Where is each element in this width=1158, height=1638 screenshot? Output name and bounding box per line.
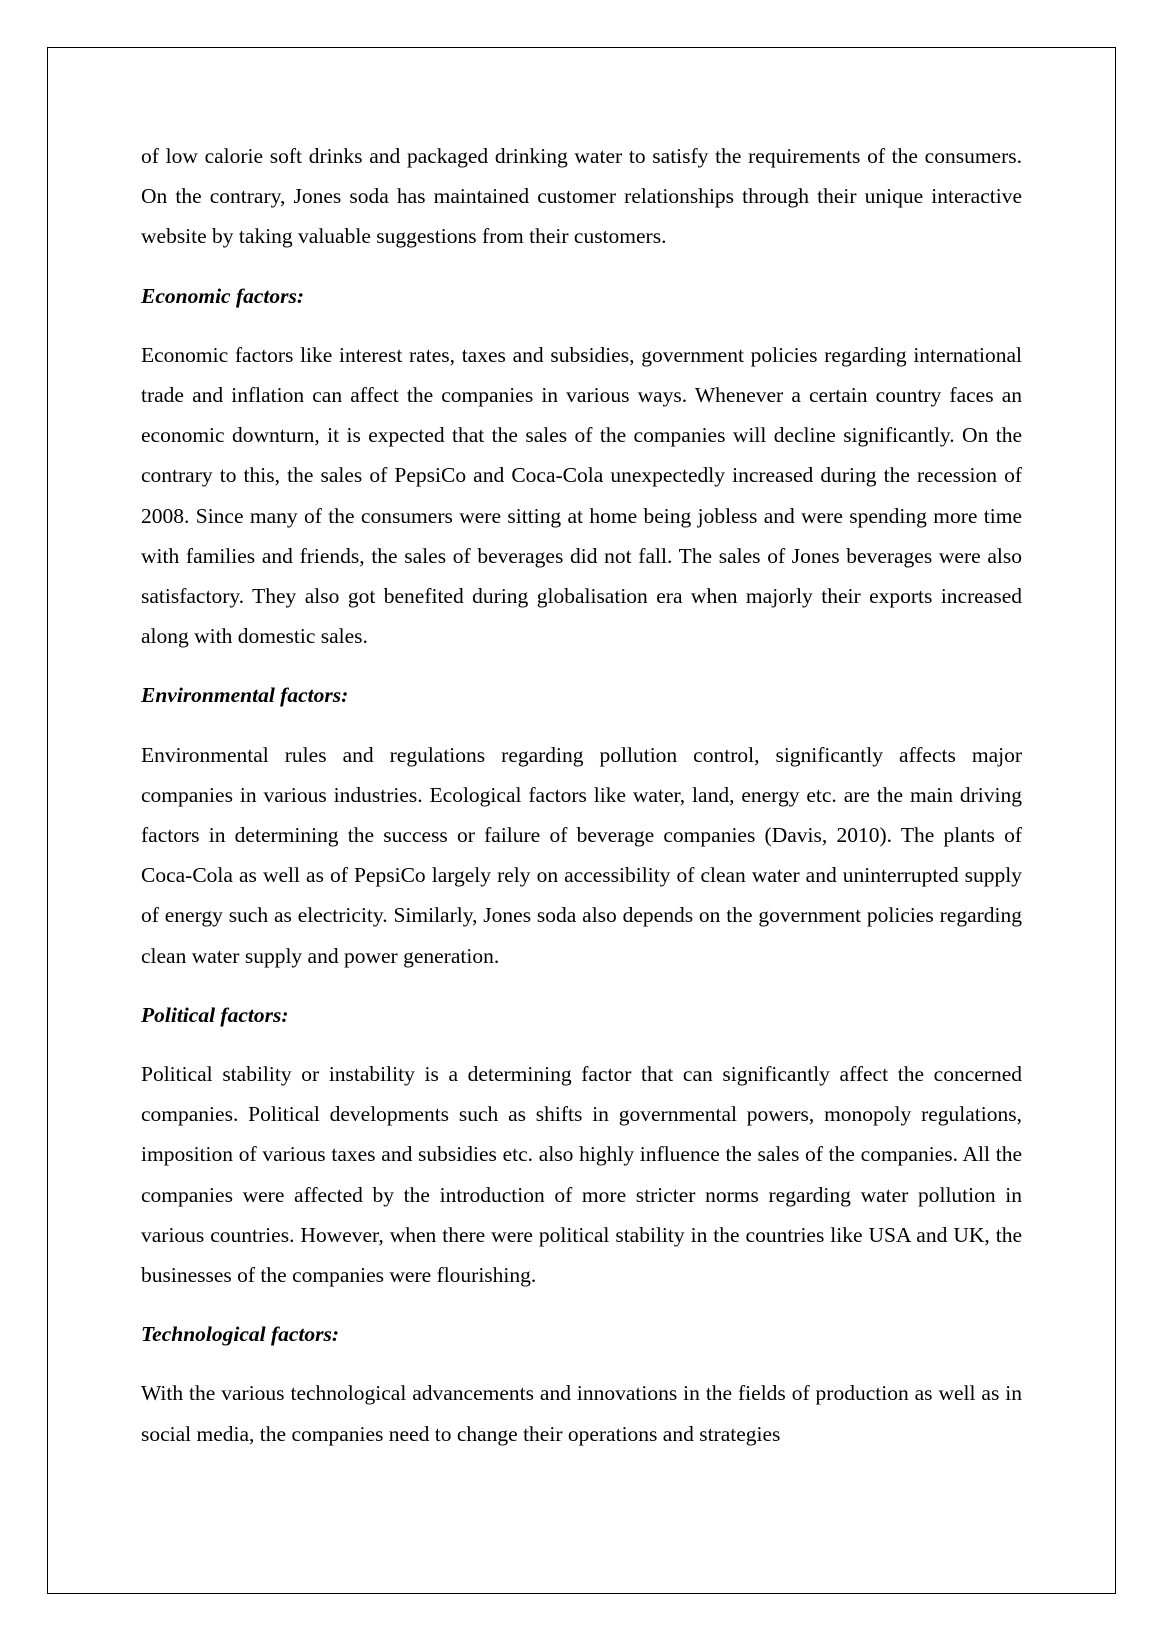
economic-factors-heading: Economic factors: xyxy=(141,283,305,308)
technological-factors-heading: Technological factors: xyxy=(141,1322,340,1347)
environmental-factors-heading: Environmental factors: xyxy=(141,683,349,708)
environmental-factors-paragraph: Environmental rules and regulations regarding pollution control, significantly affects major companies in various industries. Ecological factors like water, land, energy etc. are the main driving factors in determining the success or failure of beverage companies (Davis, 2010). The plants of Coca-Cola as well as of PepsiCo largely rely on accessibility of clean water and uninterrupted supply of energy such as electricity. Similarly, Jones soda also depends on the government policies regarding clean water supply and power generation. xyxy=(141,742,1022,968)
political-factors-heading: Political factors: xyxy=(141,1002,289,1027)
intro-paragraph: of low calorie soft drinks and packaged drinking water to satisfy the requirements of the consumers. On the contrary, Jones soda has maintained customer relationships through their unique interactive website by taking valuable suggestions from their customers. xyxy=(141,144,1022,249)
economic-factors-paragraph: Economic factors like interest rates, taxes and subsidies, government policies regarding international trade and inflation can affect the companies in various ways. Whenever a certain country faces an economic downturn, it is expected that the sales of the companies will decline significantly. On the contrary to this, the sales of PepsiCo and Coca-Cola unexpectedly increased during the recession of 2008. Since many of the consumers were sitting at home being jobless and were spending more time with families and friends, the sales of beverages did not fall. The sales of Jones beverages were also satisfactory. They also got benefited during globalisation era when majorly their exports increased along with domestic sales. xyxy=(141,342,1022,649)
political-factors-paragraph: Political stability or instability is a determining factor that can significantly affect the concerned companies. Political developments such as shifts in governmental powers, monopoly regulations, imposition of various taxes and subsidies etc. also highly influence the sales of the companies. All the companies were affected by the introduction of more stricter norms regarding water pollution in various countries. However, when there were political stability in the countries like USA and UK, the businesses of the companies were flourishing. xyxy=(141,1062,1022,1288)
document-body xyxy=(141,136,1022,1473)
technological-factors-paragraph: With the various technological advancements and innovations in the fields of production as well as in social media, the companies need to change their operations and strategies xyxy=(141,1381,1022,1446)
